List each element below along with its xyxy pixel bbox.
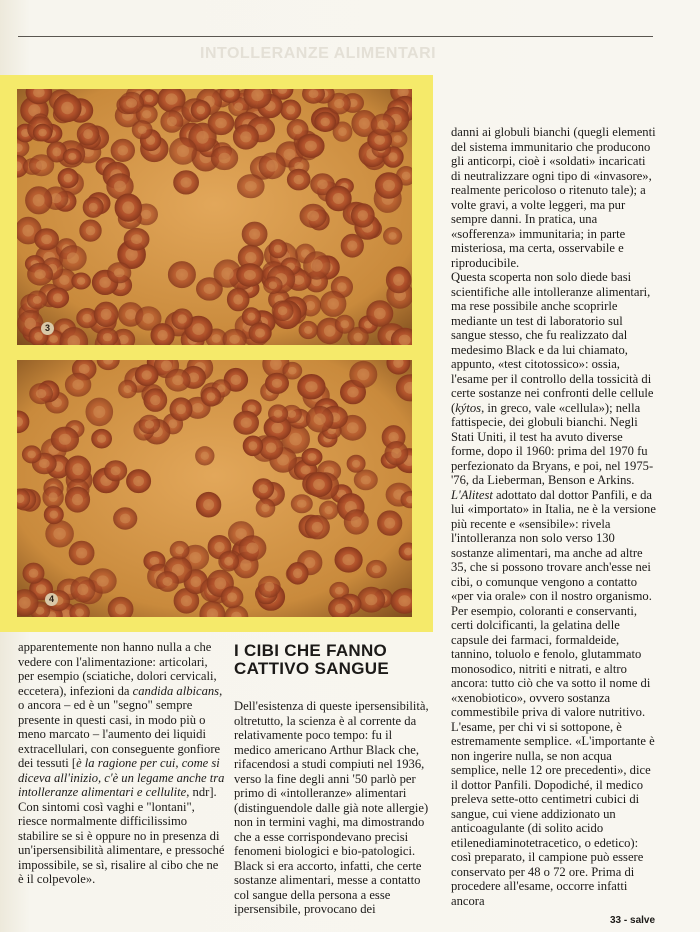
red-blood-cell-center	[72, 494, 83, 505]
red-blood-cell-center	[340, 320, 349, 328]
figure-4-blood-cells-photo	[17, 360, 412, 617]
right-paragraph-3	[451, 488, 657, 720]
red-blood-cell-center	[294, 162, 303, 170]
red-blood-cell-center	[335, 604, 346, 614]
red-blood-cell-center	[314, 413, 326, 425]
red-blood-cell-center	[176, 404, 186, 414]
heading-line-2: CATTIVO SANGUE	[234, 659, 390, 678]
red-blood-cell-center	[301, 465, 311, 474]
red-blood-cell-center	[36, 389, 46, 398]
right-text-2b: , in greco, vale «cellula»); nella fattispecie, dei globuli bianchi. Negli Stati Uniti, il test ha avuto diverse forme, dopo il 1960: prima del 1970 fu perfezionato da Bryans, e poi, nel 1975-'76, da Lieberman, Benson e Arkins.	[451, 400, 654, 487]
red-blood-cell-center	[114, 268, 125, 277]
red-blood-cell-center	[293, 568, 302, 578]
red-blood-cell-center	[333, 193, 345, 204]
red-blood-cell-center	[177, 145, 189, 157]
red-blood-cell-center	[67, 252, 79, 263]
red-blood-cell-center	[169, 419, 178, 428]
red-blood-cell-center	[161, 360, 172, 371]
red-blood-cell-center	[361, 475, 371, 484]
red-blood-cell-center	[225, 90, 234, 98]
red-blood-cell-center	[207, 392, 216, 401]
red-blood-cell-center	[196, 131, 208, 144]
red-blood-cell-center	[181, 177, 192, 187]
red-blood-cell-center	[39, 459, 50, 468]
red-blood-cell-center	[259, 484, 268, 493]
red-blood-cell-center	[241, 418, 252, 428]
red-blood-cell-center	[288, 367, 297, 375]
red-blood-cell-center	[327, 298, 339, 309]
red-blood-cell-center	[214, 542, 224, 552]
red-blood-cell-center	[189, 552, 201, 563]
red-blood-cell-center	[402, 172, 411, 180]
red-blood-cell-center	[244, 270, 256, 280]
red-blood-cell-center	[101, 309, 112, 320]
red-blood-cell-center	[178, 314, 187, 323]
red-blood-cell-center	[249, 229, 260, 240]
red-blood-cell-center	[245, 252, 256, 263]
red-blood-cell-center	[167, 117, 177, 127]
red-blood-cell-center	[398, 595, 410, 606]
red-blood-cell-center	[338, 127, 347, 136]
red-blood-cell-center	[358, 210, 368, 221]
red-blood-cell-center	[342, 554, 354, 565]
red-blood-cell-center	[309, 89, 319, 98]
red-blood-cell-center	[212, 334, 221, 343]
right-text-3: adottato dal dottor Panfili, e da lui «importato» in Italia, ne è la versione più recente e «sensibile»: rivela l'intolleranza non solo verso 130 sostanze alimentari, ma anche ad altre 35, che si possono trovare anch'esse nei cibi, o comunque vengono a contatto «per via orale» con il nostro organismo. Per esempio, coloranti e conservanti, certi dolcificanti, la gelatina delle capsule dei farmaci, formaldeide, tannino, toluolo e fenolo, glutammato monosodico, nitriti e nitrati, e altro ancora: tutto ciò che va sotto il nome di «xenobiotico», ovvero sostanza commestibile priva di valore nutritivo.	[451, 487, 656, 719]
red-blood-cell-center	[49, 335, 58, 343]
red-blood-cell-center	[388, 152, 397, 161]
red-blood-cell-center	[347, 422, 359, 433]
red-blood-cell-center	[365, 594, 377, 605]
red-blood-cell-center	[374, 308, 386, 320]
red-blood-cell-center	[49, 492, 58, 502]
red-blood-cell-center	[311, 259, 323, 271]
red-blood-cell-center	[29, 569, 39, 578]
red-blood-cell-center	[201, 452, 209, 460]
red-blood-cell-center	[50, 511, 59, 519]
red-blood-cell-center	[145, 95, 154, 103]
red-blood-cell-center	[384, 518, 395, 529]
red-blood-cell-center	[33, 296, 42, 304]
red-blood-cell-center	[36, 160, 47, 170]
middle-column-text	[234, 699, 431, 917]
red-blood-cell-center	[389, 232, 397, 240]
red-blood-cell-center	[157, 330, 167, 341]
red-blood-cell-center	[97, 575, 109, 586]
red-blood-cell-center	[77, 584, 88, 595]
red-blood-cell-center	[103, 333, 112, 341]
red-blood-cell-center	[89, 203, 98, 212]
red-blood-cell-center	[118, 145, 129, 155]
red-blood-cell-center	[219, 153, 231, 164]
red-blood-cell-center	[247, 313, 255, 321]
red-blood-cell-center	[163, 577, 173, 586]
red-blood-cell-center	[255, 328, 265, 337]
red-blood-cell-center	[391, 448, 401, 459]
red-blood-cell-center	[305, 381, 317, 392]
right-paragraph-1: danni ai globuli bianchi (quegli elementi del sistema immunitario che producono gli anticorpi, cioè i «soldati» incaricati di neutralizzare ogni tipo di «invasore», realmente pericoloso o ritenuto tale); a volte gravi, a volte leggeri, ma pur sempre danni. In pratica, una «sofferenza» immunitaria; in parte misteriosa, ma certa, osservabile e riproducibile.	[451, 125, 656, 270]
red-blood-cell-center	[372, 565, 381, 573]
red-blood-cell-center	[64, 174, 73, 183]
right-italic-kytos: kýtos	[455, 400, 482, 415]
heading-line-1: I CIBI CHE FANNO	[234, 641, 388, 660]
left-text-1: apparentemente non hanno nulla a che vedere con l'alimentazione: articolari, per esempio (sciatiche, dolori cervicali, eccetera), infezioni da	[18, 640, 217, 698]
red-blood-cell-center	[271, 423, 283, 434]
red-blood-cell-center	[172, 375, 183, 385]
red-blood-cell-center	[357, 369, 369, 381]
figure-number-4: 4	[45, 593, 58, 606]
middle-paragraph: Dell'esistenza di queste ipersensibilità, oltretutto, la scienza è al corrente da relativamente poco tempo: fu il medico americano Arthur Black che, rifacendosi a studi compiuti nel 1936, verso la fine degli anni '50 parlò per primo di «intolleranze» alimentari (distinguendole dalle già note allergie) non in termini vaghi, ma dimostrando che a esse corrispondevano precisi fenomeni biologici e bio-patologici. Black si era accorto, infatti, che certe sostanze alimentari, messe a contatto col sangue della persona a esse ipersensibile, provocano dei	[234, 699, 429, 916]
red-blood-cell-center	[131, 234, 142, 244]
red-blood-cell-center	[351, 516, 362, 527]
red-blood-cell-center	[359, 118, 370, 130]
red-blood-cell-center	[297, 500, 307, 508]
red-blood-cell-center	[399, 335, 411, 345]
red-blood-cell-center	[68, 153, 76, 160]
red-blood-cell-center	[240, 131, 251, 142]
red-blood-cell-center	[304, 326, 312, 334]
red-blood-cell-center	[221, 267, 233, 279]
red-blood-cell-center	[308, 453, 317, 461]
red-blood-cell-center	[192, 403, 203, 413]
red-blood-cell-center	[53, 528, 66, 540]
red-blood-cell-center	[83, 129, 93, 139]
red-blood-cell-center	[192, 323, 204, 335]
red-blood-cell-center	[378, 120, 389, 130]
red-blood-cell-center	[165, 93, 177, 104]
red-blood-cell-center	[215, 118, 227, 128]
red-blood-cell-center	[97, 435, 106, 443]
red-blood-cell-center	[347, 241, 357, 251]
red-blood-cell-center	[321, 118, 330, 127]
red-blood-cell-center	[249, 441, 258, 450]
red-blood-cell-center	[317, 180, 328, 190]
red-blood-cell-center	[393, 274, 404, 286]
red-blood-cell-center	[203, 499, 214, 510]
red-blood-cell-center	[261, 504, 269, 512]
red-blood-cell-center	[124, 385, 132, 393]
right-paragraph-2	[451, 270, 657, 488]
red-blood-cell-center	[231, 375, 242, 385]
red-blood-cell-center	[38, 129, 46, 137]
left-text-3: , ndr]. Con sintomi così vaghi e "lontani", riesce normalmente difficilissimo stabilire se si è oppure no in presenza di un'ipersensibilità alimentare, e pressoché impossibile, se sì, risalire al cibo che ne è il colpevole».	[18, 785, 225, 886]
figure-3-blood-cells-photo	[17, 89, 412, 345]
red-blood-cell-center	[287, 410, 296, 418]
red-blood-cell-center	[337, 282, 347, 292]
red-blood-cell-center	[269, 281, 277, 289]
red-blood-cell-center	[22, 225, 34, 237]
red-blood-cell-center	[82, 314, 91, 323]
blood-cells-micrograph-3	[17, 89, 412, 345]
figure-number-3: 3	[41, 322, 54, 335]
running-head-ghost: INTOLLERANZE ALIMENTARI	[200, 45, 437, 62]
red-blood-cell-center	[383, 180, 395, 192]
red-blood-cell-center	[274, 410, 283, 418]
red-blood-cell-center	[266, 443, 277, 453]
red-blood-cell-center	[234, 103, 243, 111]
red-blood-cell-center	[126, 98, 137, 108]
red-blood-cell-center	[93, 406, 105, 418]
red-blood-cell-center	[59, 275, 69, 285]
right-paragraph-4: L'esame, per chi vi si sottopone, è estremamente semplice. «L'importante è non ingerire nulla, se non acqua semplice, nelle 12 ore precedenti», dice il dottor Panfili. Dopodiché, il medico preleva sette-otto centimetri cubici di sangue, cui viene addizionato un anticoagulante (di solito acido etilenediaminotetracetico, o edetico): così preparato, il campione può essere conservato per 48 o 72 ore. Prima di procedere all'esame, occorre infatti ancora	[451, 719, 655, 908]
red-blood-cell-center	[28, 451, 36, 459]
left-italic-candida: candida albicans	[132, 683, 220, 698]
red-blood-cell-center	[294, 175, 304, 184]
red-blood-cell-center	[272, 379, 282, 388]
red-blood-cell-center	[142, 370, 152, 380]
red-blood-cell-center	[334, 99, 344, 108]
red-blood-cell-center	[245, 181, 257, 191]
red-blood-cell-center	[86, 226, 96, 236]
red-blood-cell-center	[75, 609, 84, 617]
red-blood-cell-center	[204, 284, 216, 294]
red-blood-cell-center	[143, 313, 154, 324]
red-blood-cell-center	[229, 335, 240, 344]
red-blood-cell-center	[72, 463, 83, 475]
right-column-text	[451, 125, 657, 908]
red-blood-cell-center	[278, 306, 287, 315]
red-blood-cell-center	[305, 141, 317, 152]
red-blood-cell-center	[293, 125, 302, 134]
red-blood-cell-center	[233, 294, 243, 304]
red-blood-cell-center	[347, 387, 358, 398]
red-blood-cell-center	[374, 135, 385, 145]
left-italic-note: è la ragione per cui, come si diceva all'inizio, c'è un legame anche tra intolleranze alimentari e cellulite	[18, 756, 225, 799]
red-blood-cell-center	[19, 597, 31, 609]
red-blood-cell-center	[354, 333, 363, 342]
red-blood-cell-center	[77, 277, 85, 284]
red-blood-cell-center	[111, 466, 121, 475]
red-blood-cell-center	[125, 309, 136, 320]
red-blood-cell-center	[72, 380, 83, 390]
red-blood-cell-center	[59, 434, 71, 445]
red-blood-cell-center	[289, 433, 302, 446]
right-text-2a: Questa scoperta non solo diede basi scientifiche alle intolleranze alimentari, ma rese possibile anche scoprirle mediante un test di laboratorio sul sangue stesso, che fu realizzato dal medesimo Black e da lui chiamato, appunto, «test citotossico»: ossia, l'esame per il controllo della tossicità di certe sostanze nei confronti delle cellule (	[451, 270, 654, 415]
red-blood-cell-center	[307, 211, 319, 222]
red-blood-cell-center	[313, 479, 325, 490]
blood-cells-micrograph-4	[17, 360, 412, 617]
red-blood-cell-center	[76, 548, 87, 559]
red-blood-cell-center	[33, 194, 45, 206]
section-heading	[234, 642, 434, 678]
red-blood-cell-center	[325, 506, 333, 514]
red-blood-cell-center	[133, 476, 144, 486]
red-blood-cell-center	[224, 557, 233, 566]
left-text-2: , o ancora – ed è un "segno" sempre presente in questi casi, in modo più o meno marcato – l'aumento dei liquidi extracellulari, con conseguente gonfiore dei tessuti [	[18, 683, 223, 770]
red-blood-cell-center	[388, 432, 398, 442]
red-blood-cell-center	[312, 522, 323, 533]
left-column-text	[18, 640, 226, 887]
red-blood-cell-center	[264, 582, 274, 592]
page-folio: 33 - salve	[610, 915, 656, 926]
red-blood-cell-center	[227, 592, 237, 602]
red-blood-cell-center	[251, 89, 263, 101]
red-blood-cell-center	[141, 210, 151, 219]
red-blood-cell-center	[191, 576, 202, 587]
red-blood-cell-center	[352, 460, 360, 468]
red-blood-cell-center	[393, 135, 401, 143]
red-blood-cell-center	[197, 106, 206, 115]
red-blood-cell-center	[120, 514, 131, 524]
red-blood-cell-center	[145, 420, 154, 428]
right-italic-alitest: L'Alitest	[451, 487, 493, 502]
red-blood-cell-center	[53, 293, 63, 302]
red-blood-cell-center	[61, 102, 73, 114]
red-blood-cell-center	[240, 559, 251, 571]
red-blood-cell-center	[324, 325, 336, 337]
red-blood-cell-center	[79, 364, 90, 374]
red-blood-cell-center	[246, 543, 258, 554]
top-rule	[18, 36, 653, 37]
red-blood-cell-center	[181, 595, 192, 606]
red-blood-cell-center	[138, 126, 147, 134]
red-blood-cell-center	[404, 548, 412, 556]
red-blood-cell-center	[52, 147, 61, 156]
red-blood-cell-center	[274, 245, 282, 253]
red-blood-cell-center	[214, 577, 226, 589]
red-blood-cell-center	[335, 587, 344, 595]
red-blood-cell-center	[114, 181, 126, 192]
red-blood-cell-center	[266, 160, 278, 172]
red-blood-cell-center	[176, 269, 188, 281]
red-blood-cell-center	[36, 584, 46, 594]
red-blood-cell-center	[122, 201, 134, 213]
red-blood-cell-center	[150, 395, 160, 405]
red-blood-cell-center	[34, 332, 43, 341]
red-blood-cell-center	[115, 604, 126, 615]
red-blood-cell-center	[175, 546, 184, 554]
red-blood-cell-center	[41, 235, 52, 245]
red-blood-cell-center	[286, 105, 295, 114]
red-blood-cell-center	[142, 110, 151, 118]
red-blood-cell-center	[306, 301, 315, 310]
red-blood-cell-center	[34, 269, 45, 279]
